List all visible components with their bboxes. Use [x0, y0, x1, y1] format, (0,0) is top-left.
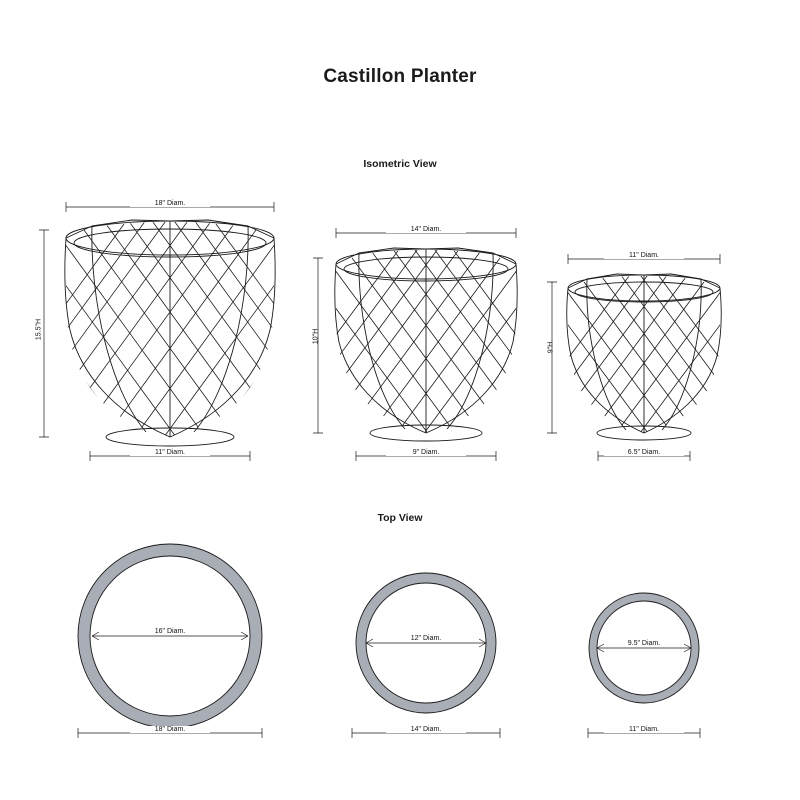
- dim-topview-large-inner: 16" Diam.: [130, 628, 210, 635]
- dim-topview-large-outer: 18" Diam.: [130, 726, 210, 733]
- planter-topview-large: [78, 544, 262, 738]
- dim-medium-base-diameter: 9" Diam.: [386, 449, 466, 456]
- dim-small-top-diameter: 11" Diam.: [604, 252, 684, 259]
- dim-large-height: 15.5"H: [35, 318, 43, 341]
- dim-topview-small-inner: 9.5" Diam.: [604, 640, 684, 647]
- dim-small-base-diameter: 6.5" Diam.: [604, 449, 684, 456]
- planter-topview-small: [588, 593, 700, 738]
- section-label-isometric: Isometric View: [363, 158, 437, 170]
- dim-topview-medium-outer: 14" Diam.: [386, 726, 466, 733]
- dim-topview-small-outer: 11" Diam.: [604, 726, 684, 733]
- planter-topview-medium: [352, 573, 500, 738]
- planter-isometric-medium: [260, 228, 592, 502]
- page-title: Castillon Planter: [323, 66, 477, 87]
- dim-medium-height: 10"H: [312, 328, 320, 345]
- dim-small-height: 9"H: [547, 341, 555, 354]
- section-label-top: Top View: [377, 512, 423, 524]
- dim-medium-top-diameter: 14" Diam.: [386, 226, 466, 233]
- dim-large-base-diameter: 11" Diam.: [130, 449, 210, 456]
- planter-isometric-large: [0, 202, 376, 506]
- dim-large-top-diameter: 18" Diam.: [130, 200, 210, 207]
- dim-topview-medium-inner: 12" Diam.: [386, 635, 466, 642]
